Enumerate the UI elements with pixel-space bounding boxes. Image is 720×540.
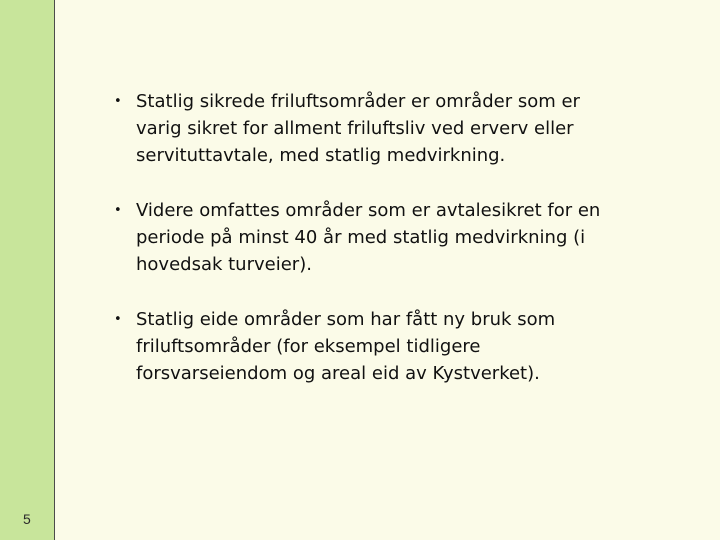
bullet-item-avtalesikret <box>108 197 628 278</box>
bullet-icon: • <box>114 312 122 327</box>
left-sidebar-bar <box>0 0 55 540</box>
bullet-item-statlig-eide <box>108 306 628 387</box>
bullet-text: Statlig sikrede friluftsområder er områder som er varig sikret for allment friluftsliv ved erverv eller servituttavtale, med statlig medvirkning. <box>136 91 580 166</box>
bullet-item-sikrede-omrader <box>108 88 628 169</box>
slide-number: 5 <box>23 511 31 527</box>
bullet-text: Videre omfattes områder som er avtalesikret for en periode på minst 40 år med statlig medvirkning (i hovedsak turveier). <box>136 200 601 275</box>
bullet-text: Statlig eide områder som har fått ny bruk som friluftsområder (for eksempel tidligere forsvarseiendom og areal eid av Kystverket). <box>136 309 556 384</box>
bullet-icon: • <box>114 203 122 218</box>
bullet-list <box>108 88 628 387</box>
bullet-icon: • <box>114 94 122 109</box>
